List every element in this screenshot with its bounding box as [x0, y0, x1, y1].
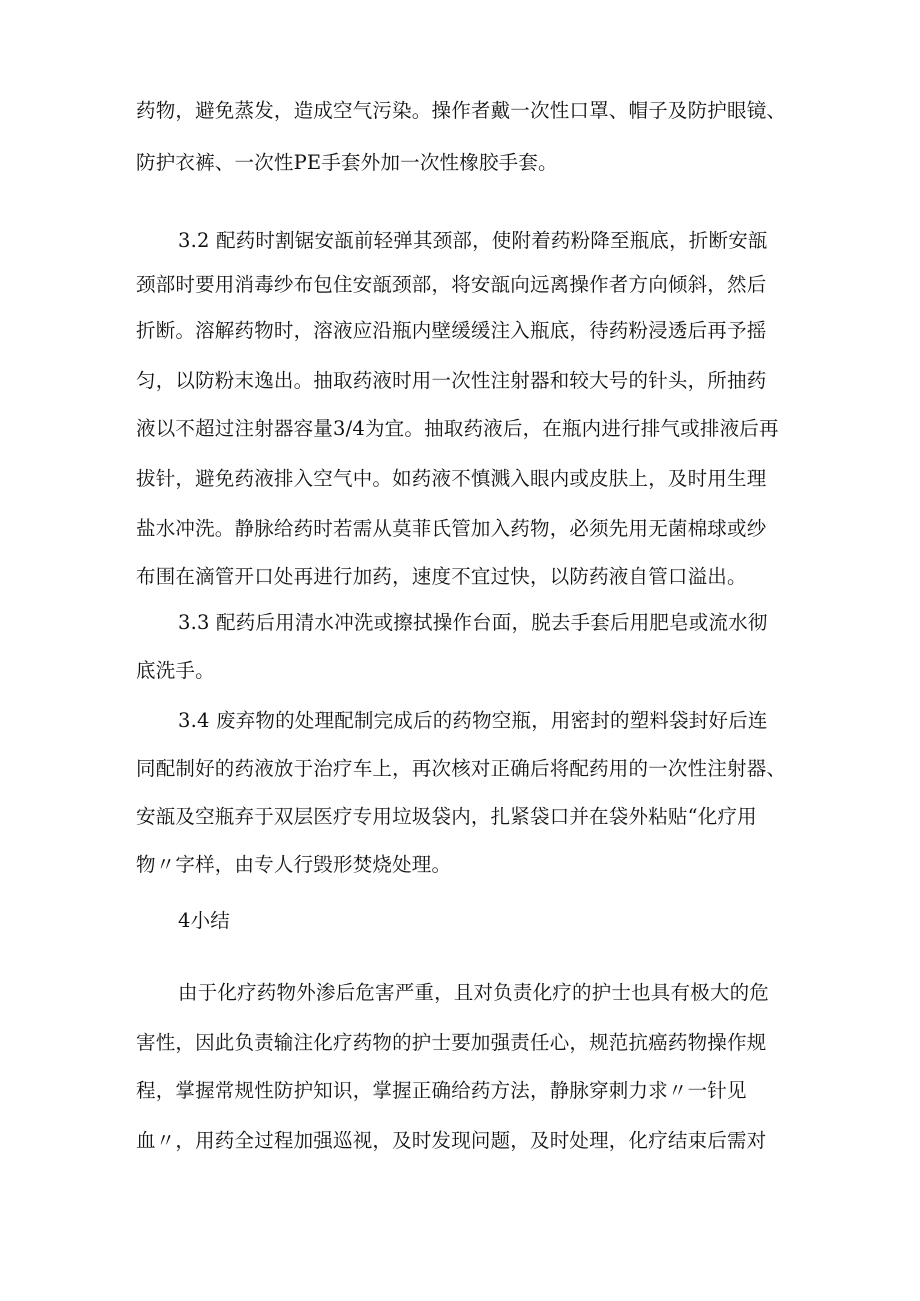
paragraph-2-line-5: 液以不超过注射器容量3/4为宜。抽取药液后，在瓶内进行排气或排液后再	[136, 417, 779, 440]
paragraph-5-line-4: 血〃，用药全过程加强巡视，及时发现问题，及时处理，化疗结束后需对	[136, 1129, 767, 1152]
paragraph-5-line-1: 由于化疗药物外渗后危害严重，且对负责化疗的护士也具有极大的危	[178, 981, 770, 1004]
paragraph-2-line-6: 拔针，避免药液排入空气中。如药液不慎溅入眼内或皮肤上，及时用生理	[136, 467, 767, 490]
paragraph-2-line-2: 颈部时要用消毒纱布包住安瓿颈部，将安瓿向远离操作者方向倾斜，然后	[136, 273, 767, 296]
paragraph-5-line-3: 程，掌握常规性防护知识，掌握正确给药方法，静脉穿刺力求〃一针见	[136, 1079, 747, 1102]
paragraph-4-line-2: 同配制好的药液放于治疗车上，再次核对正确后将配药用的一次性注射器、	[136, 757, 787, 780]
paragraph-4-line-1: 3.4 废弃物的处理配制完成后的药物空瓶，用密封的塑料袋封好后连	[178, 709, 768, 732]
paragraph-1-line-2: 防护衣裤、一次性PE手套外加一次性橡胶手套。	[136, 151, 558, 174]
paragraph-1-line-1: 药物，避免蒸发，造成空气污染。操作者戴一次性口罩、帽子及防护眼镜、	[136, 99, 787, 122]
paragraph-2-line-8: 布围在滴管开口处再进行加药，速度不宜过快，以防药液自管口溢出。	[136, 565, 747, 588]
paragraph-2-line-1: 3.2 配药时割锯安瓿前轻弹其颈部，使附着药粉降至瓶底，折断安瓿	[178, 229, 768, 252]
section-heading-summary: 4小结	[178, 909, 231, 932]
paragraph-4-line-3: 安瓿及空瓶弃于双层医疗专用垃圾袋内，扎紧袋口并在袋外粘贴“化疗用	[136, 805, 757, 828]
paragraph-2-line-3: 折断。溶解药物时，溶液应沿瓶内壁缓缓注入瓶底，待药粉浸透后再予摇	[136, 319, 767, 342]
paragraph-2-line-4: 匀，以防粉末逸出。抽取药液时用一次性注射器和较大号的针头，所抽药	[136, 369, 767, 392]
paragraph-4-line-4: 物〃字样，由专人行毁形焚烧处理。	[136, 853, 452, 876]
paragraph-2-line-7: 盐水冲洗。静脉给药时若需从莫菲氏管加入药物，必须先用无菌棉球或纱	[136, 517, 767, 540]
paragraph-5-line-2: 害性，因此负责输注化疗药物的护士要加强责任心，规范抗癌药物操作规	[136, 1031, 767, 1054]
paragraph-3-line-1: 3.3 配药后用清水冲洗或擦拭操作台面，脱去手套后用肥皂或流水彻	[178, 611, 768, 634]
paragraph-3-line-2: 底洗手。	[136, 659, 215, 682]
